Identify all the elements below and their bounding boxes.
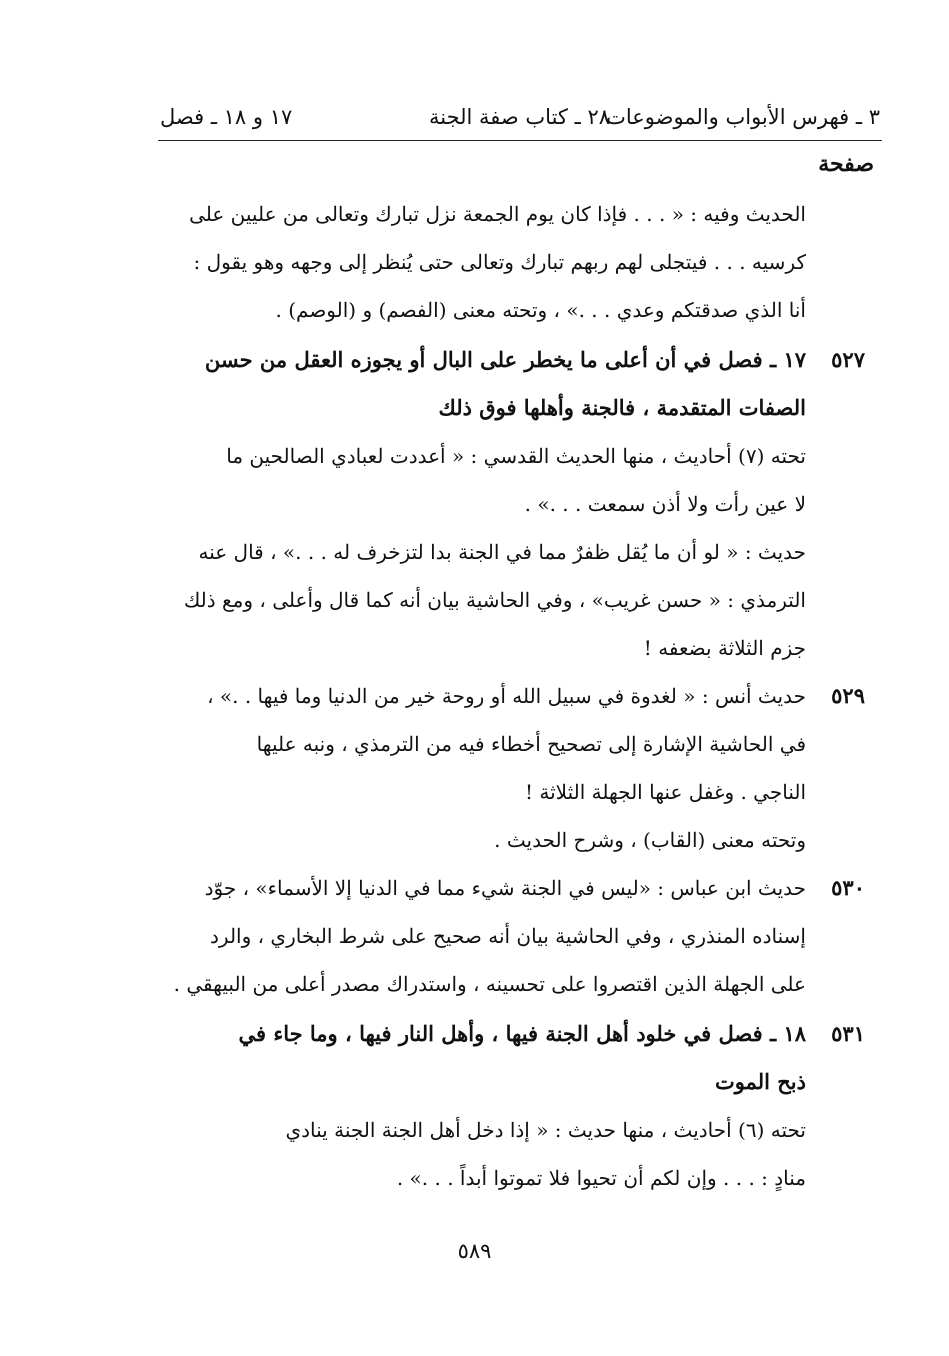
text-line: منادٍ : . . . وإن لكم أن تحيوا فلا تموتوا أبداً . . .» .: [396, 1166, 806, 1190]
heading-line: ١٨ ـ فصل في خلود أهل الجنة فيها ، وأهل النار فيها ، وما جاء في: [238, 1021, 806, 1046]
running-head-section: ٣ ـ فهرس الأبواب والموضوعات: [606, 105, 880, 129]
text-line: أنا الذي صدقتكم وعدي . . .» ، وتحته معنى (الفصم) و (الوصم) .: [275, 298, 806, 322]
section-heading: [158, 336, 806, 432]
running-head: [160, 100, 880, 134]
entry-number: ٥٣٠: [831, 875, 865, 900]
entry-text: [158, 672, 806, 864]
text-line: الحديث وفيه : « . . . فإذا كان يوم الجمعة نزل تبارك وتعالى من عليين على: [189, 202, 806, 226]
heading-line: ١٧ ـ فصل في أن أعلى ما يخطر على البال أو يجوزه العقل من حسن: [204, 347, 806, 372]
text-line: الناجي . وغفل عنها الجهلة الثلاثة !: [524, 780, 806, 804]
entry-number: ٥٢٩: [831, 683, 865, 708]
heading-line: ذبح الموت: [714, 1069, 806, 1094]
entry-text: [158, 528, 806, 672]
text-line: تحته (٦) أحاديث ، منها حديث : « إذا دخل أهل الجنة الجنة ينادي: [285, 1118, 806, 1142]
text-line: لا عين رأت ولا أذن سمعت . . .» .: [524, 492, 806, 516]
entry-number: ٥٣١: [831, 1021, 865, 1046]
text-line: الترمذي : « حسن غريب» ، وفي الحاشية بيان أنه كما قال وأعلى ، ومع ذلك: [183, 588, 806, 612]
heading-line: الصفات المتقدمة ، فالجنة وأهلها فوق ذلك: [438, 395, 806, 420]
entry-text: [158, 1106, 806, 1202]
text-line: تحته (٧) أحاديث ، منها الحديث القدسي : « أعددت لعبادي الصالحين ما: [226, 444, 806, 468]
section-heading: [158, 1010, 806, 1106]
text-line: كرسيه . . . فيتجلى لهم ربهم تبارك وتعالى حتى يُنظر إلى وجهه وهو يقول :: [193, 250, 806, 274]
running-head-chapter: ١٧ و ١٨ ـ فصل: [160, 105, 293, 129]
text-line: حديث أنس : « لغدوة في سبيل الله أو روحة خير من الدنيا وما فيها . .» ،: [207, 684, 806, 708]
text-line: إسناده المنذري ، وفي الحاشية بيان أنه صحيح على شرط البخاري ، والرد: [210, 924, 806, 948]
entry-text: [158, 190, 806, 334]
entry-text: [158, 432, 806, 528]
text-line: حديث ابن عباس : «ليس في الجنة شيء مما في الدنيا إلا الأسماء» ، جوّد: [204, 876, 806, 900]
page-number: ٥٨٩: [457, 1239, 492, 1263]
text-line: على الجهلة الذين اقتصروا على تحسينه ، واستدراك مصدر أعلى من البيهقي .: [173, 972, 806, 996]
page-column-label: صفحة: [818, 151, 874, 177]
text-line: جزم الثلاثة بضعفه !: [643, 636, 806, 660]
header-rule: [158, 140, 882, 141]
text-line: في الحاشية الإشارة إلى تصحيح أخطاء فيه من الترمذي ، ونبه عليها: [256, 732, 806, 756]
entry-number: ٥٢٧: [831, 347, 865, 372]
running-head-book: ٢٨ ـ كتاب صفة الجنة: [428, 105, 610, 129]
text-line: حديث : « لو أن ما يُقل ظفرٌ مما في الجنة بدا لتزخرف له . . .» ، قال عنه: [198, 540, 806, 564]
entry-text: [158, 864, 806, 1008]
text-line: وتحته معنى (القاب) ، وشرح الحديث .: [494, 828, 806, 852]
